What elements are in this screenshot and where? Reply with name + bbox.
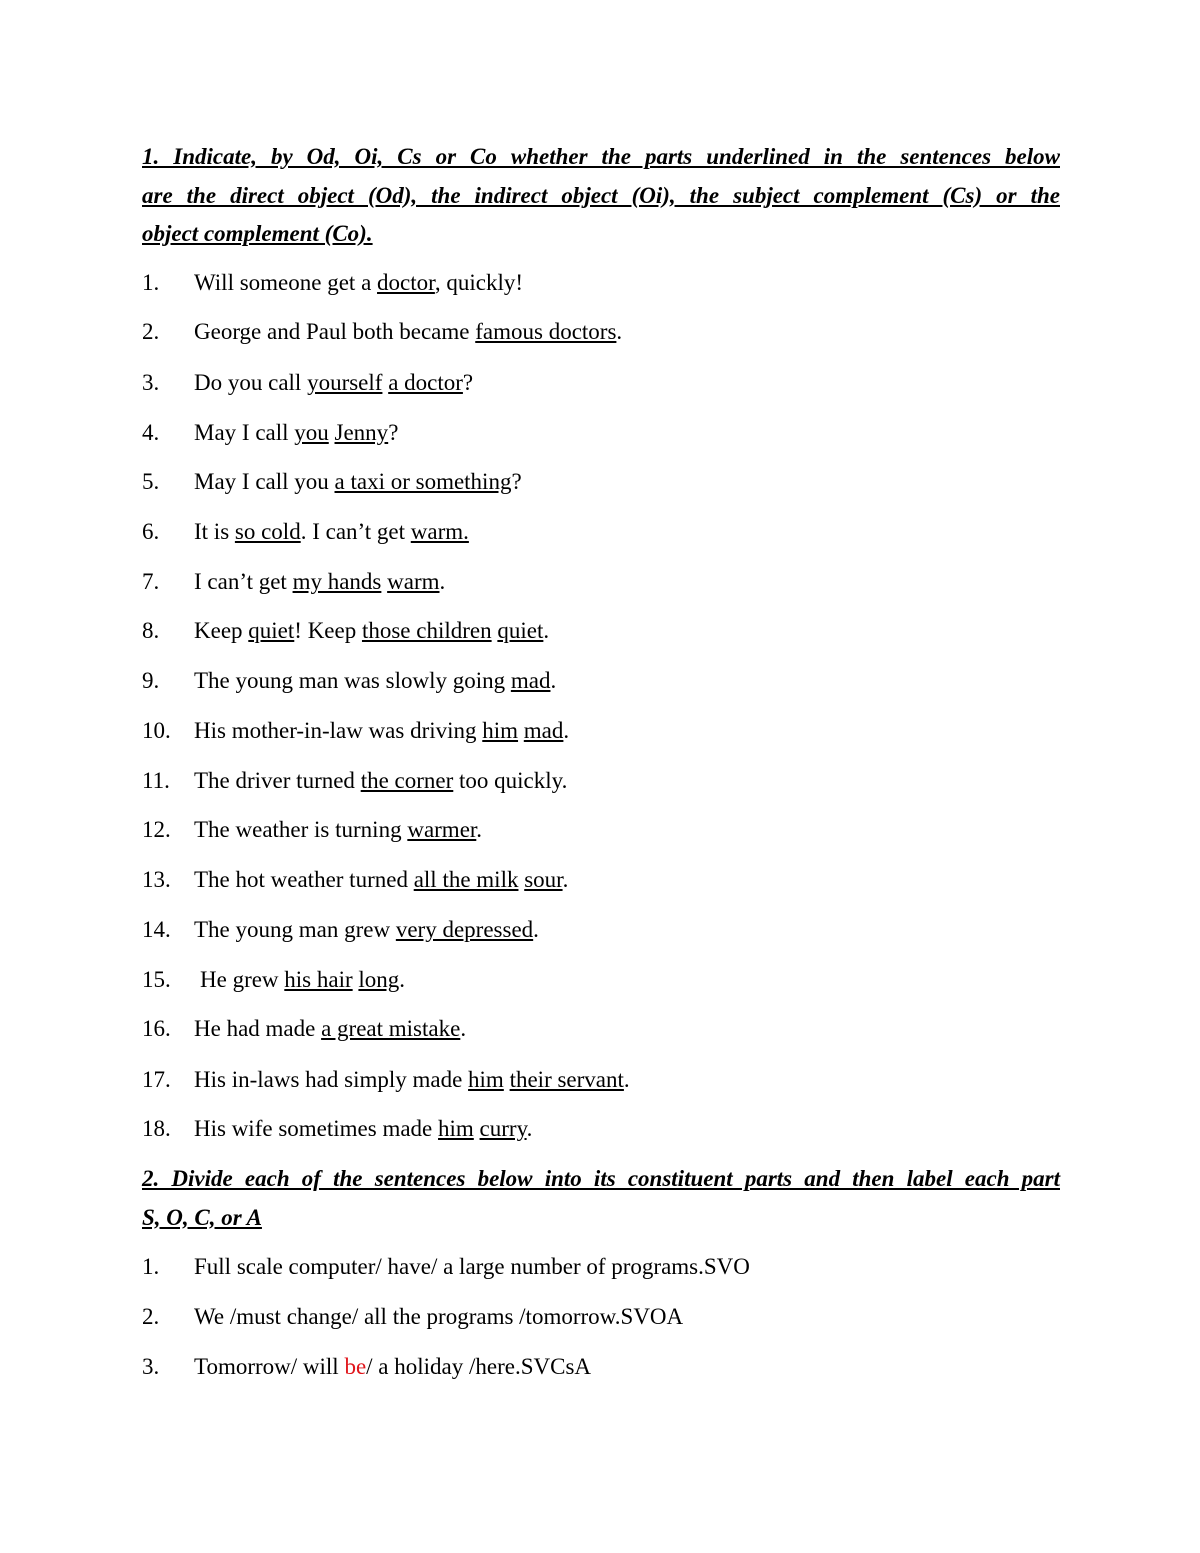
sentence-segment: . [543,618,550,643]
item-sentence [194,368,473,398]
item-sentence [194,616,549,646]
section-1-heading-line: object complement (Co). [142,221,373,246]
sentence-segment: He had made [194,1016,322,1041]
sentence-segment: George and Paul both became [194,319,476,344]
item-number: 18. [142,1116,171,1141]
sentence-segment: . [616,319,623,344]
item-sentence [194,418,398,448]
section-2-heading [142,1160,1060,1237]
item-sentence [194,1352,591,1382]
sentence-segment: . [439,569,446,594]
item-number: 4. [142,420,160,445]
sentence-segment: His wife sometimes made [194,1116,439,1141]
item-number: 5. [142,469,160,494]
sentence-segment: . I can’t get [300,519,411,544]
underlined-part: the corner [360,768,454,793]
underlined-part: curry [479,1116,527,1141]
item-sentence [194,1302,683,1332]
section-1-heading [142,138,1060,254]
item-number: 10. [142,718,171,743]
underlined-part: doctor [377,270,435,295]
item-number: 13. [142,867,171,892]
item-sentence [200,965,405,995]
sentence-segment: . [623,1067,630,1092]
item-sentence [194,517,469,547]
sentence-segment: , quickly! [434,270,524,295]
sentence-segment: ? [388,420,399,445]
sentence-segment: . [563,718,570,743]
underlined-part: a taxi or something [334,469,512,494]
item-number: 16. [142,1016,171,1041]
sentence-segment: May I call you [194,469,335,494]
sentence-segment: May I call [194,420,295,445]
sentence-segment: . [550,668,557,693]
item-number: 3. [142,370,160,395]
item-number: 15. [142,967,171,992]
sentence-segment: The weather is turning [194,817,408,842]
underlined-part: a great mistake [321,1016,461,1041]
sentence-segment: His in-laws had simply made [194,1067,469,1092]
item-number: 14. [142,917,171,942]
sentence-segment: The driver turned [194,768,361,793]
sentence-segment: . [460,1016,467,1041]
item-sentence [194,467,522,497]
underlined-part: sour [524,867,563,892]
item-sentence [194,815,482,845]
item-sentence [194,666,556,696]
section-2-heading-line: S, O, C, or A [142,1204,262,1230]
sentence-segment: / a holiday /here.SVCsA [366,1354,592,1379]
sentence-segment: Do you call [194,370,308,395]
section-1-heading-line: are the direct object (Od), the indirect object (Oi), the subject complement (Cs) or the [142,182,1060,208]
underlined-part: him [438,1116,474,1141]
underlined-part: famous doctors [475,319,617,344]
underlined-part: very depressed [395,917,534,942]
sentence-segment: We /must change/ all the programs /tomorrow.SVOA [194,1304,684,1329]
sentence-segment: ! Keep [294,618,362,643]
underlined-part: him [468,1067,504,1092]
item-number: 6. [142,519,160,544]
underlined-part: warmer [407,817,477,842]
item-sentence [194,1065,630,1095]
underlined-part: quiet [248,618,295,643]
item-number: 12. [142,817,171,842]
item-number: 8. [142,618,160,643]
item-sentence [194,567,445,597]
item-number: 11. [142,768,170,793]
sentence-segment: . [562,867,569,892]
sentence-segment: Will someone get a [194,270,378,295]
item-number: 17. [142,1067,171,1092]
sentence-segment: ? [511,469,522,494]
underlined-part: you [294,420,329,445]
highlighted-verb: be [344,1354,367,1379]
underlined-part: him [482,718,519,743]
underlined-part: long [358,967,400,992]
sentence-segment: He grew [200,967,285,992]
underlined-part: quiet [497,618,544,643]
section-2-heading-line: 2. Divide each of the sentences below into its constituent parts and then label each part [142,1166,1060,1191]
sentence-segment: The young man was slowly going [194,668,511,693]
item-number: 1. [142,1254,160,1279]
sentence-segment: . [399,967,406,992]
underlined-part: Jenny [334,420,389,445]
underlined-part: so cold [234,519,301,544]
item-sentence [194,1114,532,1144]
sentence-segment: Tomorrow/ will [194,1354,345,1379]
underlined-part: all the milk [413,867,519,892]
sentence-segment: Full scale computer/ have/ a large number of programs.SVO [194,1254,750,1279]
item-number: 9. [142,668,160,693]
item-sentence [194,1014,466,1044]
item-number: 3. [142,1354,160,1379]
underlined-part: warm. [410,519,469,544]
sentence-segment: The young man grew [194,917,396,942]
item-sentence [194,716,569,746]
underlined-part: their servant [509,1067,624,1092]
item-sentence [194,1252,750,1282]
underlined-part: those children [361,618,492,643]
item-sentence [194,865,568,895]
underlined-part: a doctor [388,370,463,395]
sentence-segment: . [526,1116,533,1141]
item-sentence [194,915,539,945]
sentence-segment: The hot weather turned [194,867,414,892]
underlined-part: yourself [307,370,383,395]
item-sentence [194,268,523,298]
sentence-segment: too quickly. [453,768,568,793]
section-1-heading-line: 1. Indicate, by Od, Oi, Cs or Co whether the parts underlined in the sentences below [142,144,1060,169]
sentence-segment: Keep [194,618,249,643]
sentence-segment: ? [462,370,474,395]
item-sentence [194,766,567,796]
item-number: 1. [142,270,160,295]
item-number: 2. [142,1304,160,1329]
underlined-part: warm [387,569,440,594]
sentence-segment: . [476,817,483,842]
sentence-segment: It is [194,519,235,544]
underlined-part: my hands [292,569,382,594]
underlined-part: mad [523,718,564,743]
item-number: 2. [142,319,160,344]
underlined-part: mad [510,668,551,693]
sentence-segment: His mother-in-law was driving [194,718,483,743]
underlined-part: his hair [284,967,353,992]
sentence-segment: I can’t get [194,569,293,594]
sentence-segment: . [533,917,539,942]
item-number: 7. [142,569,160,594]
item-sentence [194,317,622,347]
